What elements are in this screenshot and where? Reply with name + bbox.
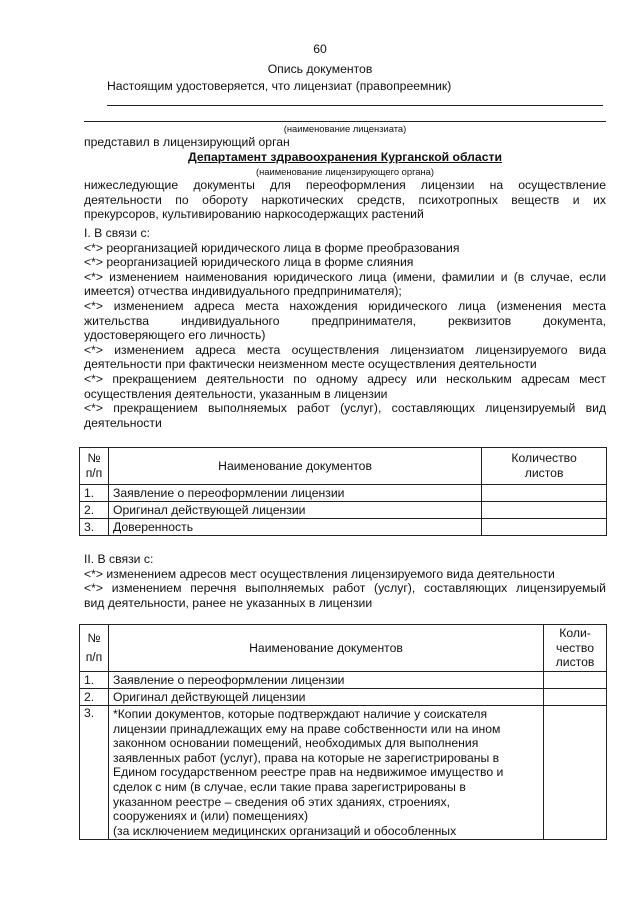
table-row (80, 485, 607, 502)
item-line: деятельности при фактически неизменном месте осуществления деятельности (84, 357, 537, 372)
row-name-line: сделок с ним (в случае, если такие права зарегистрированы в (112, 779, 466, 794)
header-count (544, 625, 607, 672)
row-name-line: указанном реестре – сведения об этих зданиях, строениях, (112, 794, 450, 809)
row-name-line: Едином государственном реестре прав на недвижимое имущество и (112, 765, 504, 780)
section1 (84, 226, 606, 430)
section2-heading: II. В связи с: (84, 552, 154, 566)
row-no: 3. (80, 706, 109, 840)
row-name: Заявление о переоформлении лицензии (108, 672, 543, 689)
item-line: <*> реорганизацией юридического лица в форме слияния (84, 255, 414, 270)
row-count[interactable] (482, 519, 607, 536)
licensee-caption: (наименование лицензиата) (283, 123, 407, 134)
section1-item (84, 241, 606, 256)
intro-line: нижеследующие документы для переоформления лицензии на осуществление (84, 178, 606, 192)
header-no-line: п/п (85, 466, 103, 480)
header-count (482, 448, 607, 485)
header-count-line: чество (556, 640, 594, 655)
header-no-line: № (87, 631, 101, 646)
document-title: Опись документов (267, 62, 373, 76)
header-count-line: Коли- (559, 626, 591, 641)
section1-item (84, 255, 606, 270)
item-line: <*> прекращением деятельности по одному адресу или нескольким адресам мест (84, 371, 606, 386)
item-line: <*> реорганизацией юридического лица в форме преобразования (84, 240, 460, 255)
intro-line: деятельности по обороту наркотических средств, психотропных веществ и их (84, 192, 606, 207)
table-header-row (80, 625, 607, 672)
item-line: вид деятельности, ранее не указанных в лицензии (84, 595, 373, 610)
section2 (84, 552, 606, 610)
row-count[interactable] (544, 672, 607, 689)
documents-table-1 (79, 447, 607, 536)
table-row (80, 689, 607, 706)
row-name-line: лицензии принадлежащих ему на праве собственности или на ином (112, 721, 501, 736)
section2-item (84, 581, 606, 610)
table-row (80, 672, 607, 689)
item-line: <*> изменением перечня выполняемых работ (услуг), составляющих лицензируемый (84, 581, 606, 596)
row-name-line: (за исключением медицинских организаций и обособленных (112, 823, 457, 838)
documents-table-2 (79, 624, 607, 840)
row-name-line: *Копии документов, которые подтверждают наличие у соискателя (112, 707, 488, 721)
intro-paragraph (84, 178, 606, 222)
item-line: <*> изменением адресов мест осуществления лицензируемого вида деятельности (84, 566, 555, 581)
row-no: 1. (80, 485, 109, 502)
row-name (108, 706, 543, 840)
header-name: Наименование документов (108, 448, 481, 485)
row-name-line: заявленных работ (услуг), права на которые не зарегистрированы в (112, 750, 500, 765)
header-count-line: Количество (511, 451, 577, 466)
section1-item (84, 401, 606, 430)
row-count[interactable] (482, 502, 607, 519)
section1-item (84, 372, 606, 401)
row-name: Оригинал действующей лицензии (108, 502, 481, 519)
row-no: 2. (80, 502, 109, 519)
intro-line: прекурсоров, культивированию наркосодержащих растений (84, 207, 424, 222)
row-name: Доверенность (108, 519, 481, 536)
page-number: 60 (313, 42, 327, 56)
header-no (80, 448, 109, 485)
item-line: <*> прекращением выполняемых работ (услуг), составляющих лицензируемый вид (84, 401, 606, 416)
table-row (80, 502, 607, 519)
authority-name: Департамент здравоохранения Курганской области (188, 150, 502, 164)
row-count[interactable] (544, 689, 607, 706)
table-row (80, 706, 607, 840)
row-count[interactable] (482, 485, 607, 502)
item-line: <*> изменением адреса места нахождения юридического лица (изменения места (84, 298, 606, 313)
authority-caption: (наименование лицензирующего органа) (255, 166, 435, 177)
licensee-name-line (107, 105, 603, 106)
header-no-line: п/п (85, 650, 103, 664)
submitted-to: представил в лицензирующий орган (84, 135, 290, 149)
row-name: Заявление о переоформлении лицензии (108, 485, 481, 502)
item-line: жительства индивидуального предпринимателя, реквизитов документа, (84, 313, 606, 328)
certify-line: Настоящим удостоверяется, что лицензиат (правопреемник) (107, 79, 452, 93)
item-line: <*> изменением адреса места осуществления лицензиатом лицензируемого вида (84, 342, 606, 357)
header-count-line: листов (555, 655, 595, 670)
item-line: имеется) отчества индивидуального предпринимателя); (84, 284, 402, 299)
row-no: 2. (80, 689, 109, 706)
section1-item (84, 299, 606, 343)
section2-item (84, 567, 606, 582)
row-no: 1. (80, 672, 109, 689)
row-name: Оригинал действующей лицензии (108, 689, 543, 706)
section1-item (84, 270, 606, 299)
item-line: <*> изменением наименования юридического лица (имени, фамилии и (в случае, если (84, 269, 606, 284)
section1-item (84, 343, 606, 372)
row-name-line: сооружениях и (или) помещениях) (112, 809, 309, 824)
row-name-line: законном основании помещений, необходимых для выполнения (112, 736, 479, 751)
header-no (80, 625, 109, 672)
row-count[interactable] (544, 706, 607, 840)
item-line: осуществления деятельности, указанным в лицензии (84, 386, 388, 401)
licensee-name-line-2 (84, 121, 606, 122)
item-line: удостоверяющего его личность) (84, 328, 266, 343)
header-count-line: листов (524, 466, 564, 480)
header-name: Наименование документов (108, 625, 543, 672)
section1-heading: I. В связи с: (84, 226, 150, 240)
table-header-row (80, 448, 607, 485)
table-row (80, 519, 607, 536)
row-no: 3. (80, 519, 109, 536)
header-no-line: № (87, 451, 101, 466)
item-line: деятельности (84, 415, 162, 430)
